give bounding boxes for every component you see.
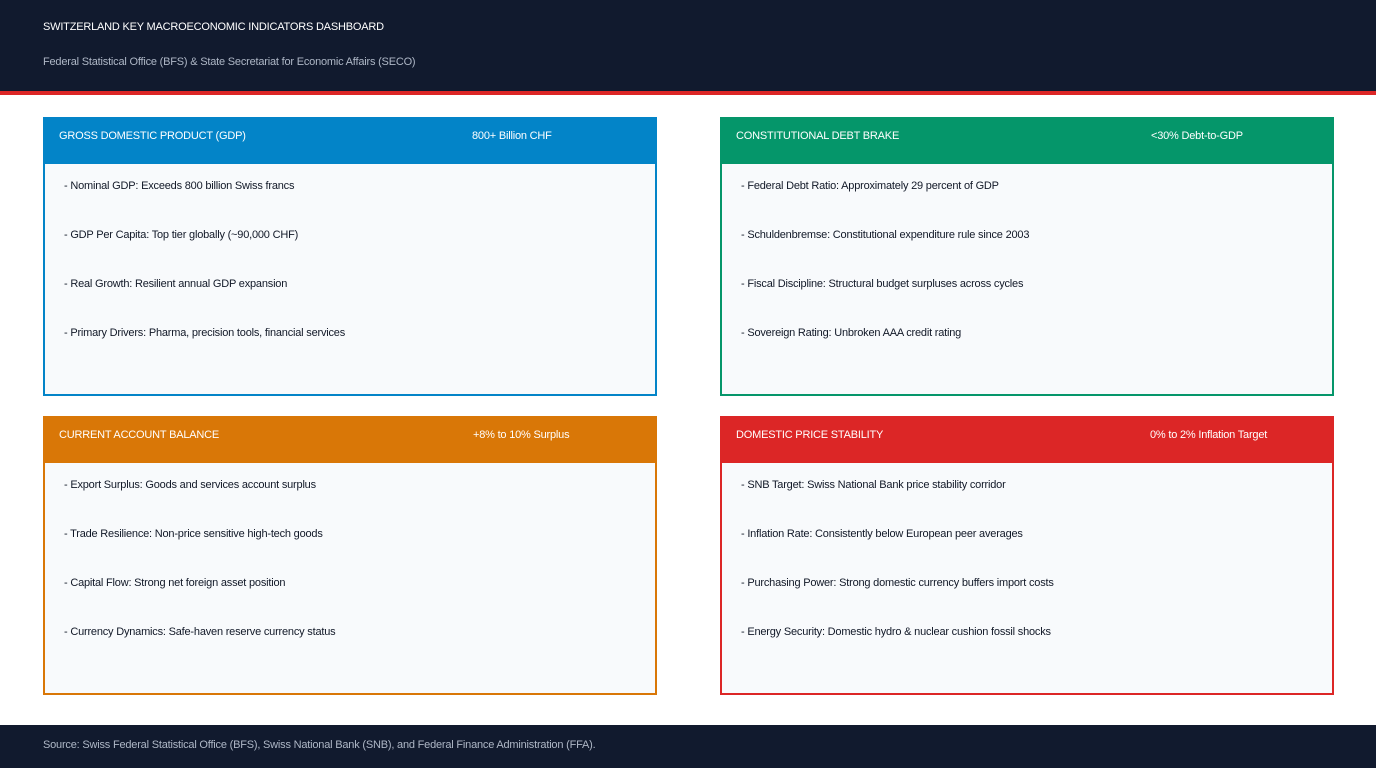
dashboard-footer xyxy=(0,725,1376,768)
list-item: - GDP Per Capita: Top tier globally (~90,000 CHF) xyxy=(64,229,345,278)
list-item: - Currency Dynamics: Safe-haven reserve currency status xyxy=(64,626,335,675)
gdp-card-list xyxy=(64,180,345,376)
current-account-card-list xyxy=(64,479,335,675)
list-item: - Nominal GDP: Exceeds 800 billion Swiss francs xyxy=(64,180,345,229)
list-item: - Fiscal Discipline: Structural budget surpluses across cycles xyxy=(741,278,1029,327)
list-item: - Energy Security: Domestic hydro & nuclear cushion fossil shocks xyxy=(741,626,1054,675)
debt-brake-card-list xyxy=(741,180,1029,376)
debt-brake-card-metric: <30% Debt-to-GDP xyxy=(1151,130,1243,142)
list-item: - Schuldenbremse: Constitutional expenditure rule since 2003 xyxy=(741,229,1029,278)
list-item: - Real Growth: Resilient annual GDP expansion xyxy=(64,278,345,327)
gdp-card xyxy=(43,117,657,396)
list-item: - Primary Drivers: Pharma, precision tools, financial services xyxy=(64,327,345,376)
current-account-card xyxy=(43,416,657,695)
price-stability-card-title: DOMESTIC PRICE STABILITY xyxy=(736,429,884,441)
list-item: - Export Surplus: Goods and services account surplus xyxy=(64,479,335,528)
gdp-card-metric: 800+ Billion CHF xyxy=(472,130,552,142)
list-item: - Federal Debt Ratio: Approximately 29 percent of GDP xyxy=(741,180,1029,229)
current-account-card-header xyxy=(43,416,657,463)
header-accent-line xyxy=(0,91,1376,95)
price-stability-card-list xyxy=(741,479,1054,675)
price-stability-card xyxy=(720,416,1334,695)
page-title: SWITZERLAND KEY MACROECONOMIC INDICATORS DASHBOARD xyxy=(43,21,384,33)
gdp-card-header xyxy=(43,117,657,164)
list-item: - Capital Flow: Strong net foreign asset position xyxy=(64,577,335,626)
price-stability-card-metric: 0% to 2% Inflation Target xyxy=(1150,429,1268,441)
current-account-card-title: CURRENT ACCOUNT BALANCE xyxy=(59,429,220,441)
page-subtitle: Federal Statistical Office (BFS) & State Secretariat for Economic Affairs (SECO) xyxy=(43,56,416,68)
list-item: - Purchasing Power: Strong domestic currency buffers import costs xyxy=(741,577,1054,626)
debt-brake-card-header xyxy=(720,117,1334,164)
list-item: - SNB Target: Swiss National Bank price stability corridor xyxy=(741,479,1054,528)
source-note: Source: Swiss Federal Statistical Office (BFS), Swiss National Bank (SNB), and Federal Finance Administration (FFA). xyxy=(43,739,596,751)
list-item: - Sovereign Rating: Unbroken AAA credit rating xyxy=(741,327,1029,376)
price-stability-card-header xyxy=(720,416,1334,463)
list-item: - Inflation Rate: Consistently below European peer averages xyxy=(741,528,1054,577)
current-account-card-metric: +8% to 10% Surplus xyxy=(473,429,570,441)
list-item: - Trade Resilience: Non-price sensitive high-tech goods xyxy=(64,528,335,577)
debt-brake-card xyxy=(720,117,1334,396)
dashboard-header xyxy=(0,0,1376,91)
debt-brake-card-title: CONSTITUTIONAL DEBT BRAKE xyxy=(736,130,900,142)
gdp-card-title: GROSS DOMESTIC PRODUCT (GDP) xyxy=(59,130,246,142)
